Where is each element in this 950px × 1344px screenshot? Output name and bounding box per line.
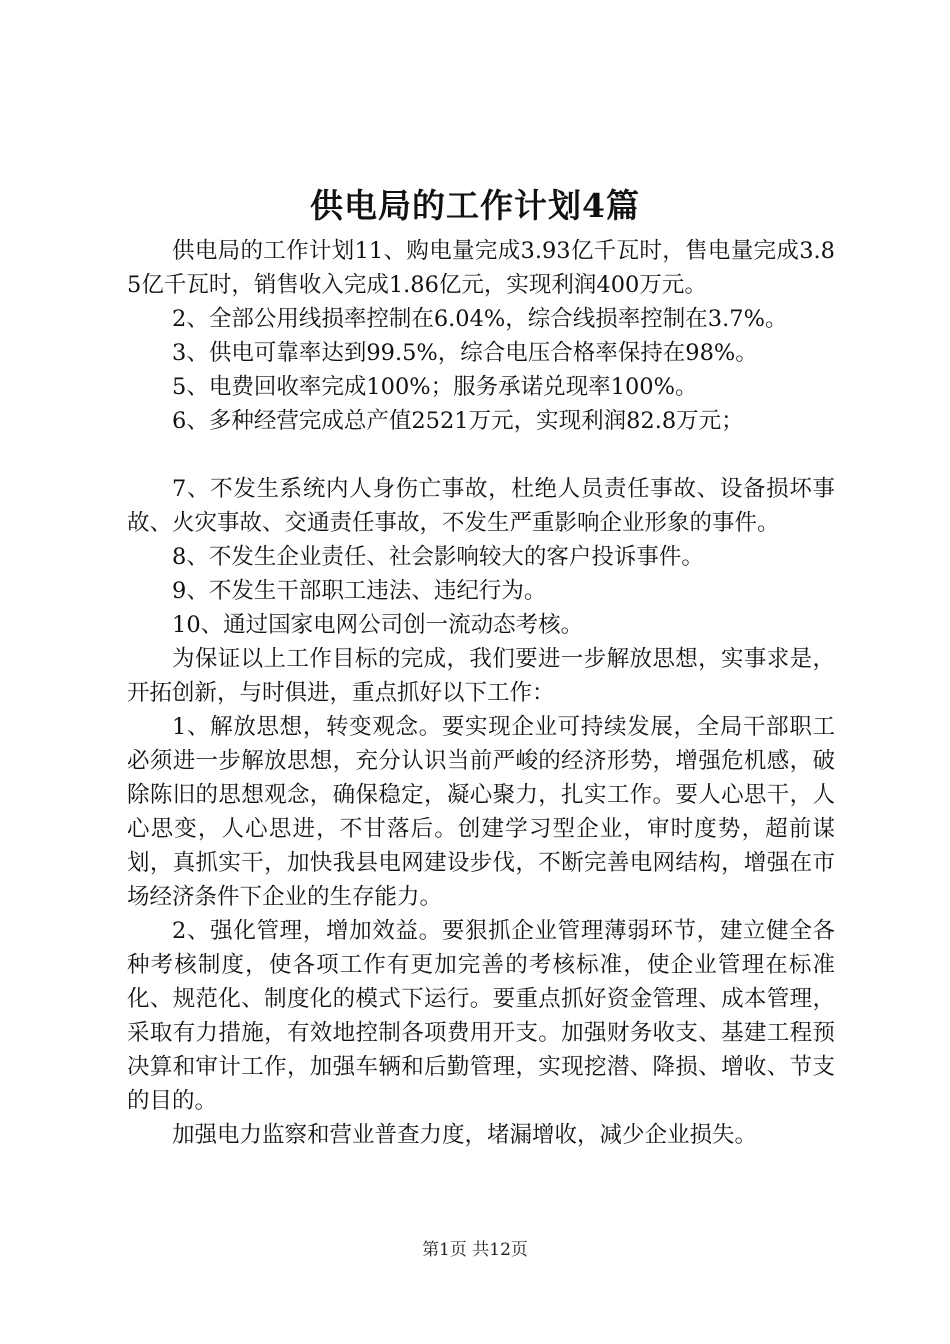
paragraph-strengthen-management: 2、强化管理，增加效益。要狠抓企业管理薄弱环节，建立健全各种考核制度，使各项工作有更加完善的考核标准，使企业管理在标准化、规范化、制度化的模式下运行。要重点抓好资金管理、成本管理，采取有力措施，有效地控制各项费用开支。加强财务收支、基建工程预决算和审计工作，加强车辆和后勤管理，实现挖潜、降损、增收、节支的目的。 <box>127 918 835 1114</box>
paragraph-reliability-targets: 3、供电可靠率达到99.5%，综合电压合格率保持在98%。 <box>172 340 758 366</box>
paragraph-work-intro: 为保证以上工作目标的完成，我们要进一步解放思想，实事求是，开拓创新，与时俱进，重点抓好以下工作： <box>127 646 835 706</box>
paragraph-complaint-targets: 8、不发生企业责任、社会影响较大的客户投诉事件。 <box>172 544 704 570</box>
paragraph-diversified-business-targets: 6、多种经营完成总产值2521万元，实现利润82.8万元； <box>172 408 744 434</box>
paragraph-emancipate-thinking: 1、解放思想，转变观念。要实现企业可持续发展，全局干部职工必须进一步解放思想，充分认识当前严峻的经济形势，增强危机感，破除陈旧的思想观念，确保稳定，凝心聚力，扎实工作。要人心思干，人心思变，人心思进，不甘落后。创建学习型企业，审时度势，超前谋划，真抓实干，加快我县电网建设步伐，不断完善电网结构，增强在市场经济条件下企业的生存能力。 <box>127 714 835 910</box>
document-body <box>127 234 835 1152</box>
paragraph-assessment-targets: 10、通过国家电网公司创一流动态考核。 <box>172 612 584 638</box>
paragraph-discipline-targets: 9、不发生干部职工违法、违纪行为。 <box>172 578 547 604</box>
paragraph-fee-recovery-targets: 5、电费回收率完成100%；服务承诺兑现率100%。 <box>172 374 698 400</box>
paragraph-purchase-sales-targets: 供电局的工作计划11、购电量完成3.93亿千瓦时，售电量完成3.85亿千瓦时，销售收入完成1.86亿元，实现利润400万元。 <box>127 238 835 298</box>
paragraph-safety-targets: 7、不发生系统内人身伤亡事故，杜绝人员责任事故、设备损坏事故、火灾事故、交通责任事故，不发生严重影响企业形象的事件。 <box>127 476 835 536</box>
paragraph-inspection: 加强电力监察和营业普查力度，堵漏增收，减少企业损失。 <box>172 1122 758 1148</box>
document-title: 供电局的工作计划4篇 <box>310 186 640 225</box>
paragraph-line-loss-targets: 2、全部公用线损率控制在6.04%，综合线损率控制在3.7%。 <box>172 306 788 332</box>
page-number-footer: 第1页 共12页 <box>422 1240 528 1260</box>
